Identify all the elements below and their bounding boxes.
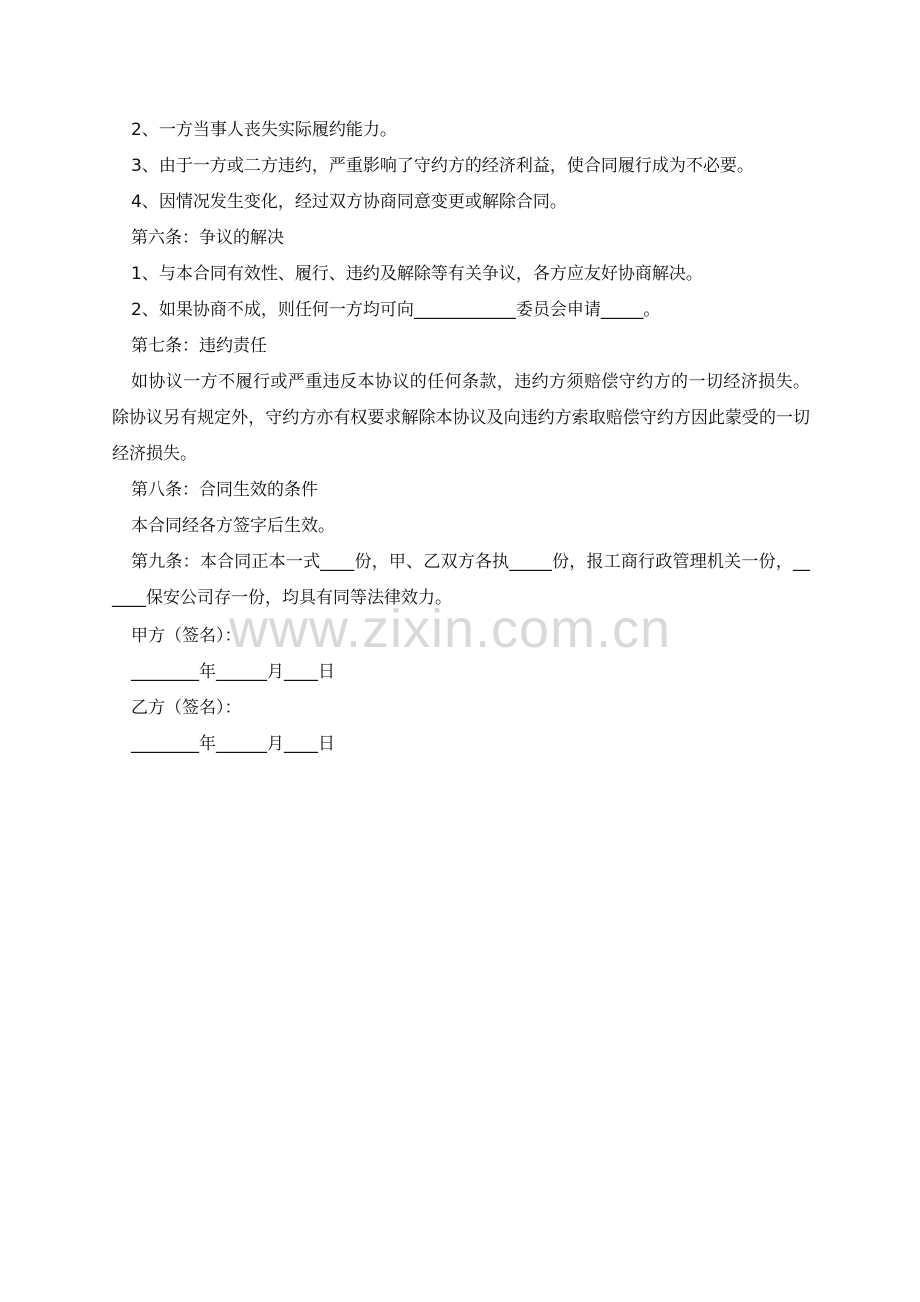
article-8-text: 本合同经各方签字后生效。 bbox=[131, 516, 335, 536]
dispute-item-1: 1、与本合同有效性、履行、违约及解除等有关争议，各方应友好协商解决。 bbox=[131, 264, 703, 284]
clause-item-4: 4、因情况发生变化，经过双方协商同意变更或解除合同。 bbox=[131, 192, 567, 212]
dispute-item-2: 2、如果协商不成，则任何一方均可向____________委员会申请_____。 bbox=[131, 300, 661, 320]
article-7-title: 第七条：违约责任 bbox=[131, 336, 267, 356]
article-6-title: 第六条：争议的解决 bbox=[131, 228, 284, 248]
watermark: www.zixin.com.cn bbox=[229, 599, 672, 659]
party-b-date-line: ________年______月____日 bbox=[131, 734, 335, 754]
party-a-date-line: ________年______月____日 bbox=[131, 662, 335, 682]
clause-item-3: 3、由于一方或二方违约，严重影响了守约方的经济利益，使合同履行成为不必要。 bbox=[131, 156, 754, 176]
article-9-paragraph: 第九条：本合同正本一式____份，甲、乙双方各执_____份，报工商行政管理机关一份，______保安公司存一份，均具有同等法律效力。 bbox=[112, 552, 810, 608]
article-8-title: 第八条：合同生效的条件 bbox=[131, 480, 318, 500]
party-b-signature-label: 乙方（签名）： bbox=[131, 698, 242, 718]
party-a-signature-label: 甲方（签名）： bbox=[131, 626, 242, 646]
breach-paragraph: 如协议一方不履行或严重违反本协议的任何条款，违约方须赔偿守约方的一切经济损失。除协议另有规定外，守约方亦有权要求解除本协议及向违约方索取赔偿守约方因此蒙受的一切经济损失。 bbox=[112, 372, 810, 464]
clause-item-2: 2、一方当事人丧失实际履约能力。 bbox=[131, 120, 397, 140]
